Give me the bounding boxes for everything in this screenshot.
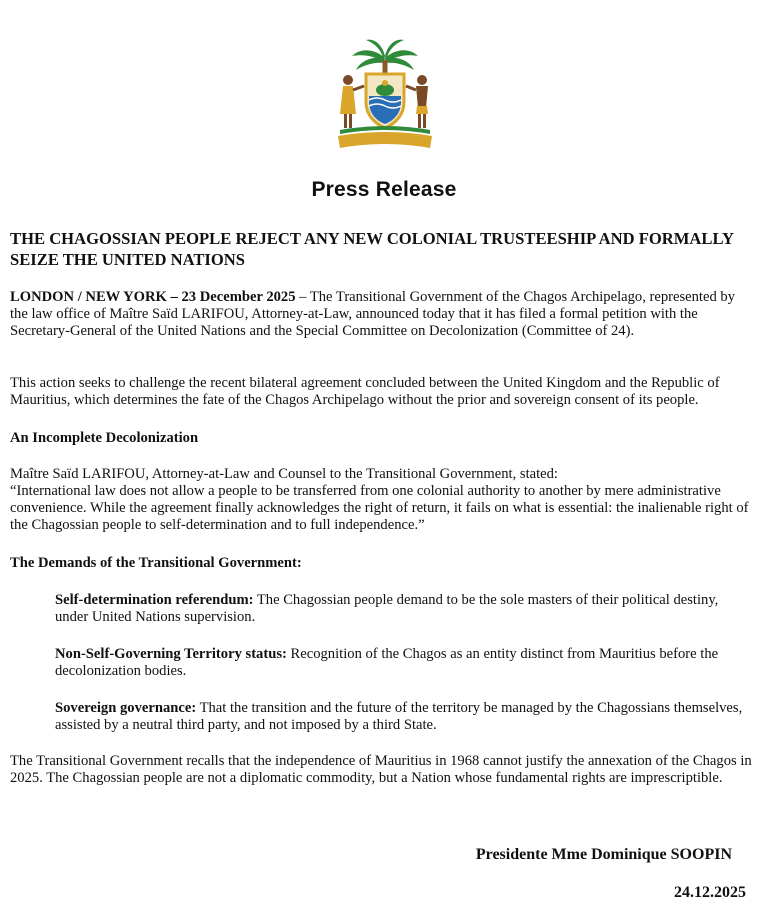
- page-heading: Press Release: [311, 178, 457, 201]
- demand-text: The Chagossian people demand to be the sole masters of their political destiny, under United Nations supervision.: [55, 592, 719, 626]
- intro-text: – The Transitional Government of the Chagos Archipelago, represented by the law office of Maître Saïd LARIFOU, Attorney-at-Law, announced today that it has filed a formal petition with the Secretary-General of the United Nations and the Special Committee on Decolonization (Committee of 24).: [10, 289, 735, 340]
- section-heading-decolonization: An Incomplete Decolonization: [10, 430, 199, 446]
- demand-term: Self-determination referendum:: [55, 592, 254, 608]
- demand-term: Sovereign governance:: [55, 700, 197, 716]
- section-heading-demands: The Demands of the Transitional Government:: [10, 555, 302, 571]
- demand-item: [55, 700, 755, 734]
- closing-paragraph: The Transitional Government recalls that the independence of Mauritius in 1968 cannot justify the annexation of the Chagos in 2025. The Chagossian people are not a diplomatic commodity, but a Nation whose fundamental rights are imprescriptible.: [10, 753, 752, 787]
- coat-of-arms-emblem: [326, 36, 444, 154]
- demand-term: Non-Self-Governing Territory status:: [55, 646, 287, 662]
- press-release-title: THE CHAGOSSIAN PEOPLE REJECT ANY NEW COLONIAL TRUSTEESHIP AND FORMALLY SEIZE THE UNITED NATIONS: [10, 229, 734, 269]
- demand-text: Recognition of the Chagos as an entity distinct from Mauritius before the decolonization bodies.: [55, 646, 719, 680]
- demand-item: [55, 592, 755, 626]
- signature: Presidente Mme Dominique SOOPIN: [475, 846, 732, 863]
- intro-paragraph: [10, 289, 754, 341]
- statement-quote: “International law does not allow a people to be transferred from one colonial authority to another by mere administrative convenience. While the agreement finally acknowledges the right of return, it fails on what is essential: the inalienable right of the Chagossian people to self-determination and to full independence.”: [10, 483, 749, 534]
- release-date: 24.12.2025: [674, 884, 746, 901]
- statement-intro: Maître Saïd LARIFOU, Attorney-at-Law and Counsel to the Transitional Government, stated:: [10, 466, 558, 482]
- demand-text: That the transition and the future of the territory be managed by the Chagossians themselves, assisted by a neutral third party, and not imposed by a third State.: [55, 700, 743, 734]
- coat-of-arms-icon: [326, 36, 444, 154]
- context-paragraph: This action seeks to challenge the recent bilateral agreement concluded between the United Kingdom and the Republic of Mauritius, which determines the fate of the Chagos Archipelago without the prior and sovereign consent of its people.: [10, 375, 720, 409]
- dateline: LONDON / NEW YORK – 23 December 2025: [10, 289, 296, 305]
- demand-item: [55, 646, 755, 680]
